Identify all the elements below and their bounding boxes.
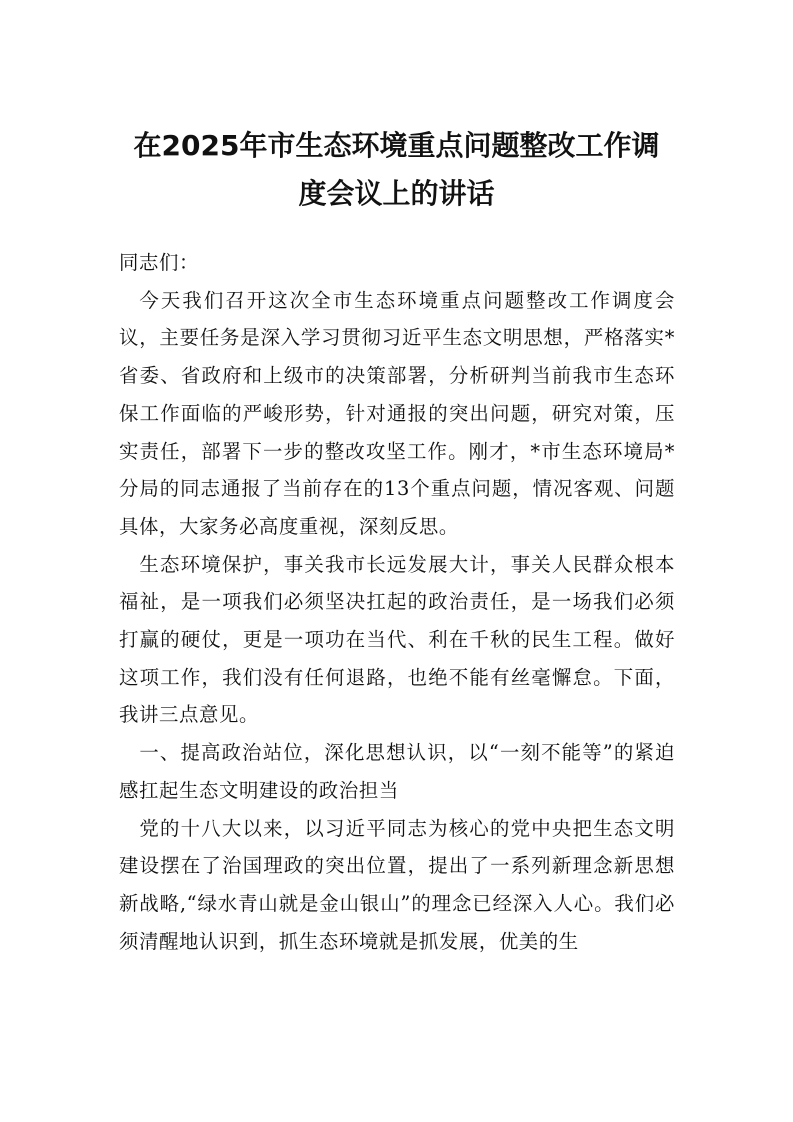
paragraph-section-1: 党的十八大以来，以习近平同志为核心的党中央把生态文明建设摆在了治国理政的突出位置，提出了一系列新理念新思想新战略,“绿水青山就是金山银山”的理念已经深入人心。我们必须清醒地认识到，抓生态环境就是抓发展，优美的生 — [119, 816, 675, 953]
title-line-2: 度会议上的讲话 — [298, 177, 495, 210]
document-title — [110, 122, 683, 218]
document-body — [119, 244, 675, 960]
title-line-1: 在2025年市生态环境重点问题整改工作调 — [133, 129, 660, 162]
paragraph-opening: 今天我们召开这次全市生态环境重点问题整改工作调度会议，主要任务是深入学习贯彻习近平生态文明思想，严格落实*省委、省政府和上级市的决策部署，分析研判当前我市生态环保工作面临的严峻形势，针对通报的突出问题，研究对策，压实责任，部署下一步的整改攻坚工作。刚才，*市生态环境局*分局的同志通报了当前存在的13个重点问题，情况客观、问题具体，大家务必高度重视，深刻反思。 — [119, 288, 675, 538]
paragraph-importance: 生态环境保护，事关我市长远发展大计，事关人民群众根本福祉，是一项我们必须坚决扛起的政治责任，是一场我们必须打赢的硬仗，更是一项功在当代、利在千秋的民生工程。做好这项工作，我们没有任何退路，也绝不能有丝毫懈怠。下面，我讲三点意见。 — [119, 552, 675, 727]
section-heading-1: 一、提高政治站位，深化思想认识，以“一刻不能等”的紧迫感扛起生态文明建设的政治担当 — [119, 741, 675, 802]
salutation: 同志们： — [119, 251, 199, 274]
